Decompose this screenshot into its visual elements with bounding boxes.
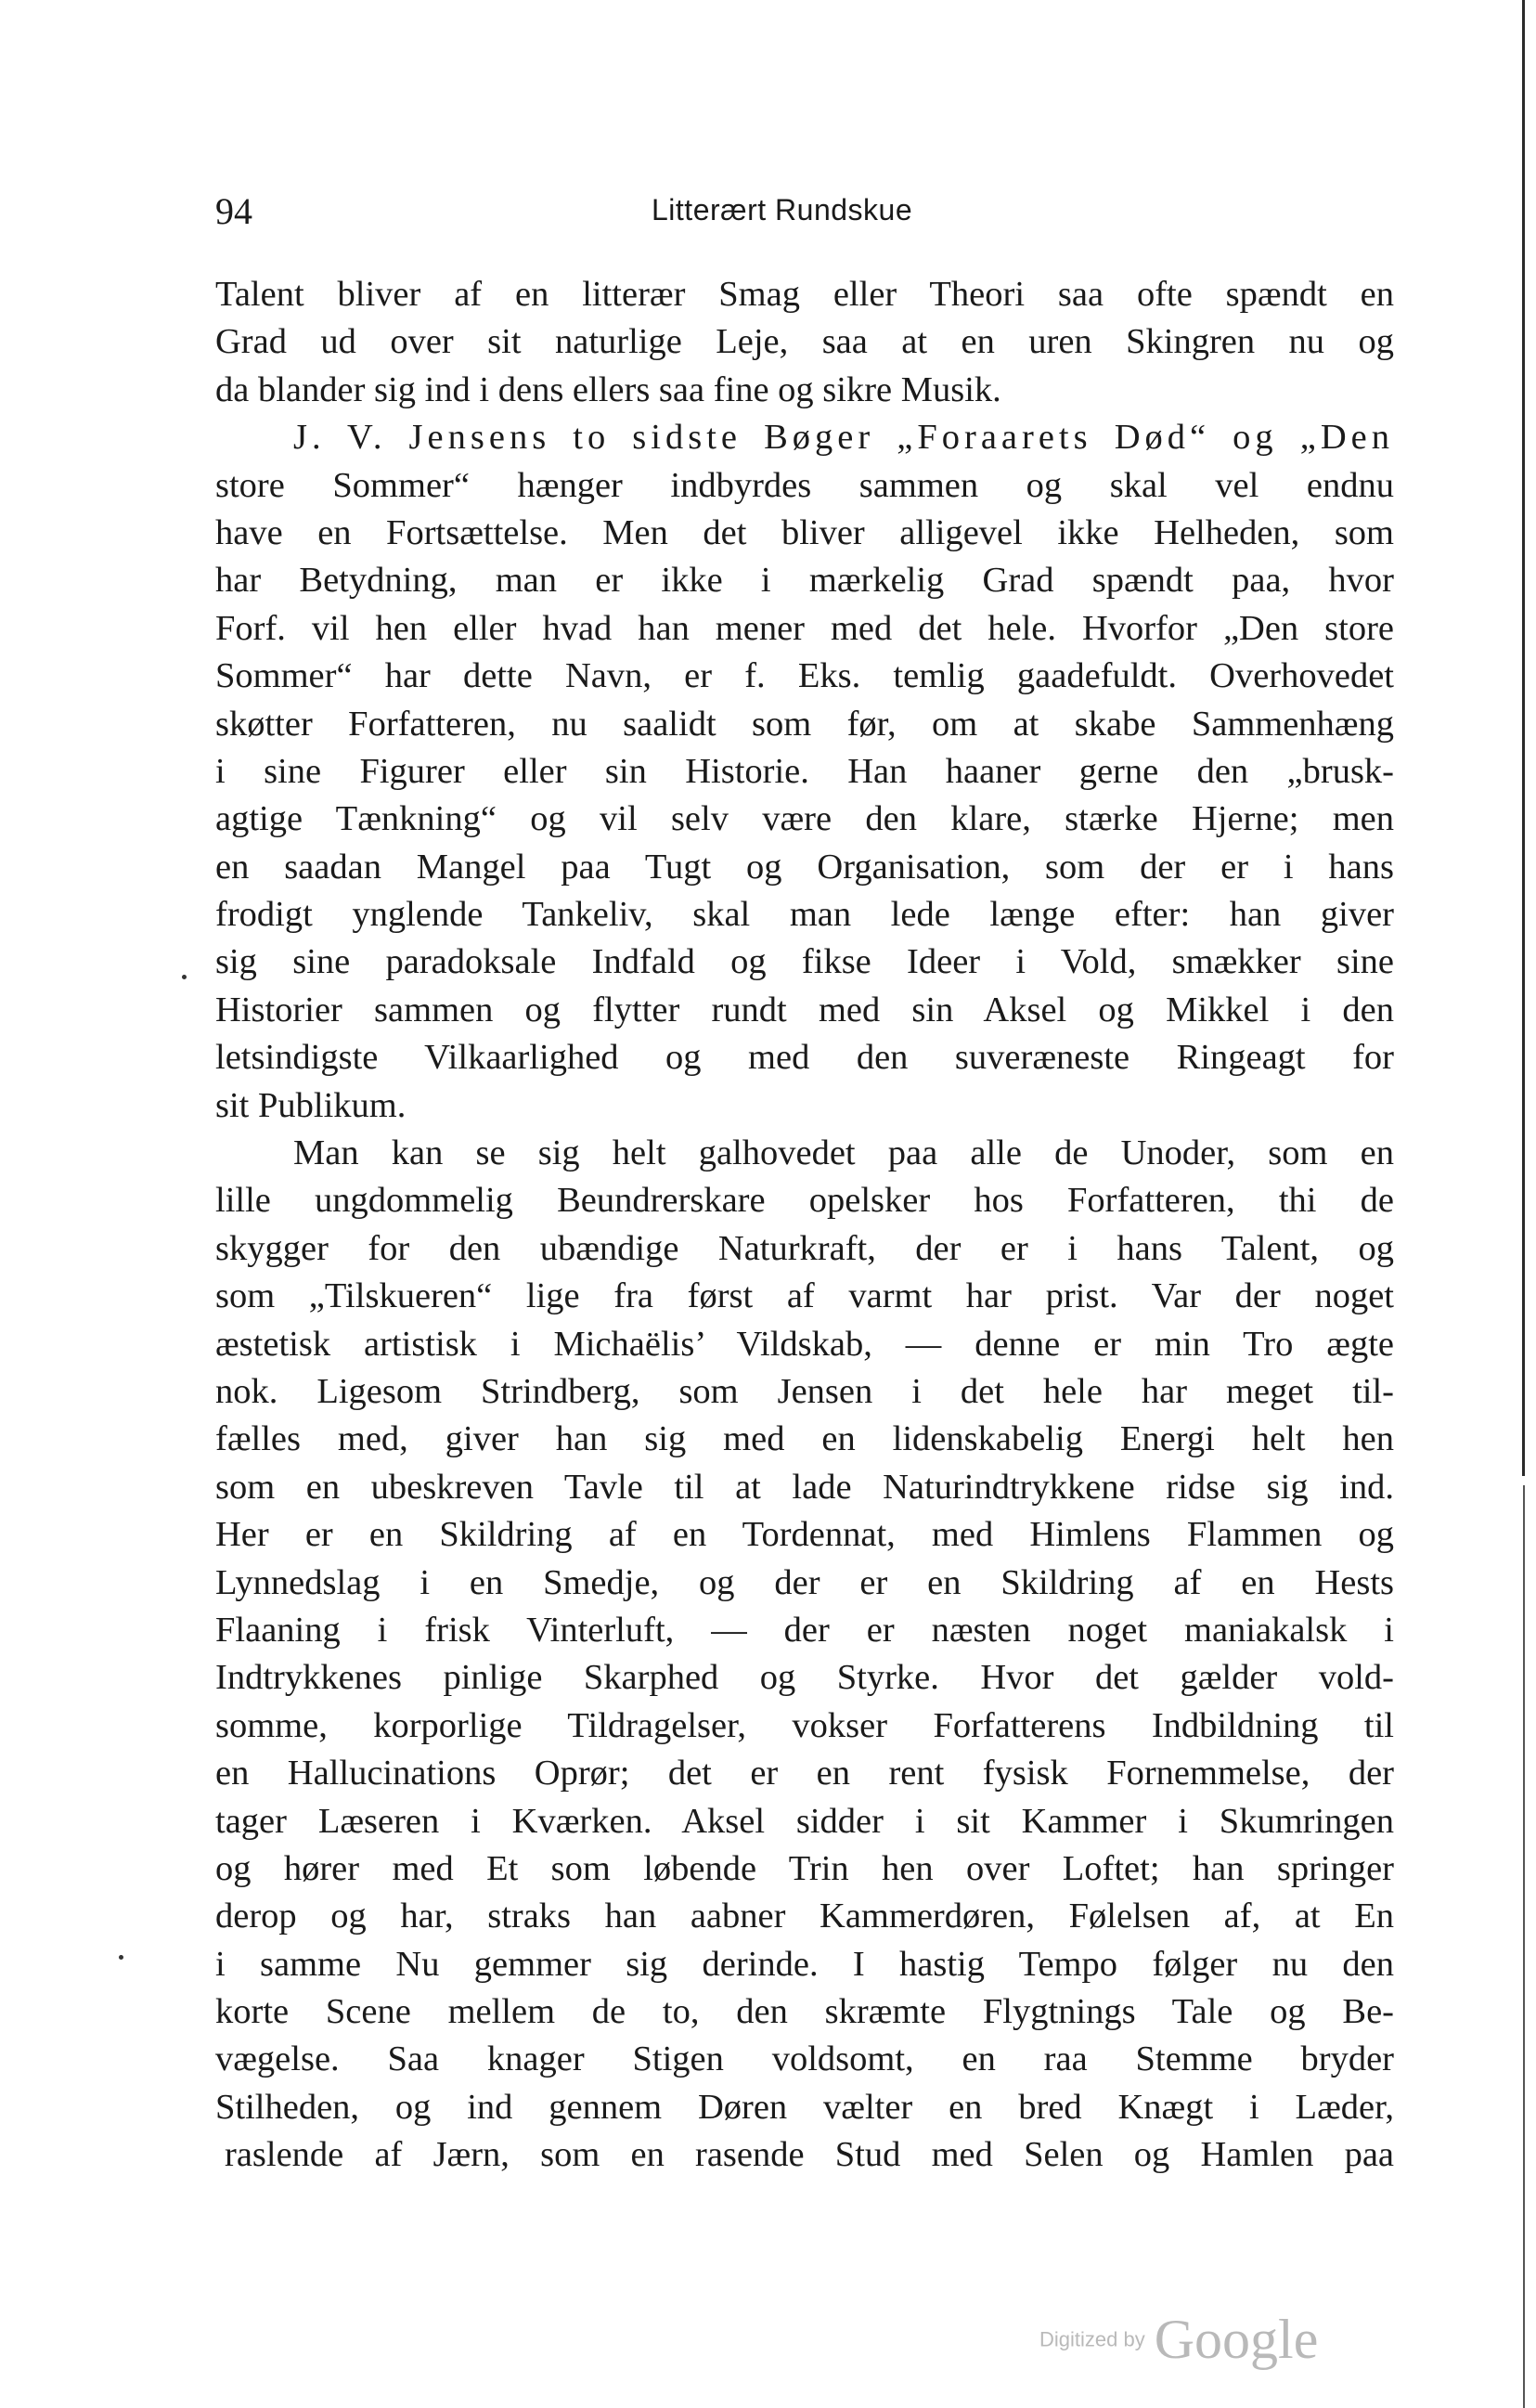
text-line: somme, korporlige Tildragelser, vokser Forfatterens Indbildning til bbox=[215, 1705, 1394, 1745]
running-title: Litterært Rundskue bbox=[652, 193, 913, 227]
text-line: Talent bliver af en litterær Smag eller Theori saa ofte spændt en bbox=[215, 275, 1394, 314]
text-line: nok. Ligesom Strindberg, som Jensen i det hele har meget til- bbox=[215, 1371, 1394, 1411]
text-line: Lynnedslag i en Smedje, og der er en Skildring af en Hests bbox=[215, 1562, 1394, 1602]
text-line: Sommer“ har dette Navn, er f. Eks. temlig gaadefuldt. Overhovedet bbox=[215, 656, 1394, 696]
text-line: frodigt ynglende Tankeliv, skal man lede længe efter: han giver bbox=[215, 895, 1394, 935]
text-line: raslende af Jærn, som en rasende Stud med Selen og Hamlen paa bbox=[225, 2135, 1394, 2175]
body-text bbox=[215, 271, 1394, 2180]
text-line: da blander sig ind i dens ellers saa fine og sikre Musik. bbox=[215, 369, 1001, 409]
text-line: Stilheden, og ind gennem Døren vælter en bred Knægt i Læder, bbox=[215, 2087, 1394, 2127]
text-line: sig sine paradoksale Indfald og fikse Ideer i Vold, smækker sine bbox=[215, 942, 1394, 982]
text-line: Historier sammen og flytter rundt med sin Aksel og Mikkel i den bbox=[215, 990, 1394, 1029]
text-line: Man kan se sig helt galhovedet paa alle de Unoder, som en bbox=[293, 1133, 1394, 1173]
margin-speck bbox=[119, 1955, 123, 1960]
page-edge-shadow-lower bbox=[1523, 1485, 1525, 2408]
text-line: og hører med Et som løbende Trin hen over Loftet; han springer bbox=[215, 1848, 1394, 1888]
text-line: store Sommer“ hænger indbyrdes sammen og skal vel endnu bbox=[215, 465, 1394, 505]
text-line: Flaaning i frisk Vinterluft, — der er næsten noget maniakalsk i bbox=[215, 1610, 1394, 1650]
text-line: tager Læseren i Kværken. Aksel sidder i sit Kammer i Skumringen bbox=[215, 1801, 1394, 1841]
text-line: have en Fortsættelse. Men det bliver alligevel ikke Helheden, som bbox=[215, 512, 1394, 552]
text-line: letsindigste Vilkaarlighed og med den suveræneste Ringeagt for bbox=[215, 1038, 1394, 1078]
page-number: 94 bbox=[215, 190, 252, 232]
text-line: Forf. vil hen eller hvad han mener med det hele. Hvorfor „Den store bbox=[215, 608, 1394, 648]
page-edge-shadow bbox=[1522, 0, 1525, 1476]
text-line: fælles med, giver han sig med en lidenskabelig Energi helt hen bbox=[215, 1419, 1394, 1459]
text-line: i samme Nu gemmer sig derinde. I hastig Tempo følger nu den bbox=[215, 1944, 1394, 1984]
text-line: J. V. Jensens to sidste Bøger „Foraarets Død“ og „Den bbox=[293, 418, 1394, 458]
text-line: Grad ud over sit naturlige Leje, saa at en uren Skingren nu og bbox=[215, 322, 1394, 362]
digitized-by-label: Digitized by bbox=[1039, 2327, 1145, 2351]
text-line: som en ubeskreven Tavle til at lade Naturindtrykkene ridse sig ind. bbox=[215, 1467, 1394, 1507]
page-header bbox=[215, 186, 1394, 232]
text-line: vægelse. Saa knager Stigen voldsomt, en raa Stemme bryder bbox=[215, 2039, 1394, 2079]
text-line: Indtrykkenes pinlige Skarphed og Styrke. Hvor det gælder vold- bbox=[215, 1658, 1394, 1698]
text-line: derop og har, straks han aabner Kammerdøren, Følelsen af, at En bbox=[215, 1897, 1394, 1936]
text-line: som „Tilskueren“ lige fra først af varmt har prist. Var der noget bbox=[215, 1276, 1394, 1316]
text-line: Her er en Skildring af en Tordennat, med Himlens Flammen og bbox=[215, 1515, 1394, 1555]
text-line: har Betydning, man er ikke i mærkelig Grad spændt paa, hvor bbox=[215, 561, 1394, 601]
text-line: en saadan Mangel paa Tugt og Organisation, som der er i hans bbox=[215, 847, 1394, 887]
text-line: sit Publikum. bbox=[215, 1085, 407, 1125]
text-line: korte Scene mellem de to, den skræmte Flygtnings Tale og Be- bbox=[215, 1992, 1394, 2032]
text-line: lille ungdommelig Beundrerskare opelsker hos Forfatteren, thi de bbox=[215, 1181, 1394, 1221]
digitized-by-google-watermark bbox=[1039, 2308, 1318, 2373]
text-line: skøtter Forfatteren, nu saalidt som før, om at skabe Sammenhæng bbox=[215, 704, 1394, 744]
text-line: æstetisk artistisk i Michaëlis’ Vildskab, — denne er min Tro ægte bbox=[215, 1324, 1394, 1364]
text-line: skygger for den ubændige Naturkraft, der er i hans Talent, og bbox=[215, 1228, 1394, 1268]
google-logo: Google bbox=[1154, 2309, 1319, 2370]
text-line: agtige Tænkning“ og vil selv være den klare, stærke Hjerne; men bbox=[215, 799, 1394, 839]
text-line: i sine Figurer eller sin Historie. Han haaner gerne den „brusk- bbox=[215, 751, 1394, 791]
margin-speck bbox=[182, 975, 187, 979]
text-line: en Hallucinations Oprør; det er en rent fysisk Fornemmelse, der bbox=[215, 1754, 1394, 1793]
